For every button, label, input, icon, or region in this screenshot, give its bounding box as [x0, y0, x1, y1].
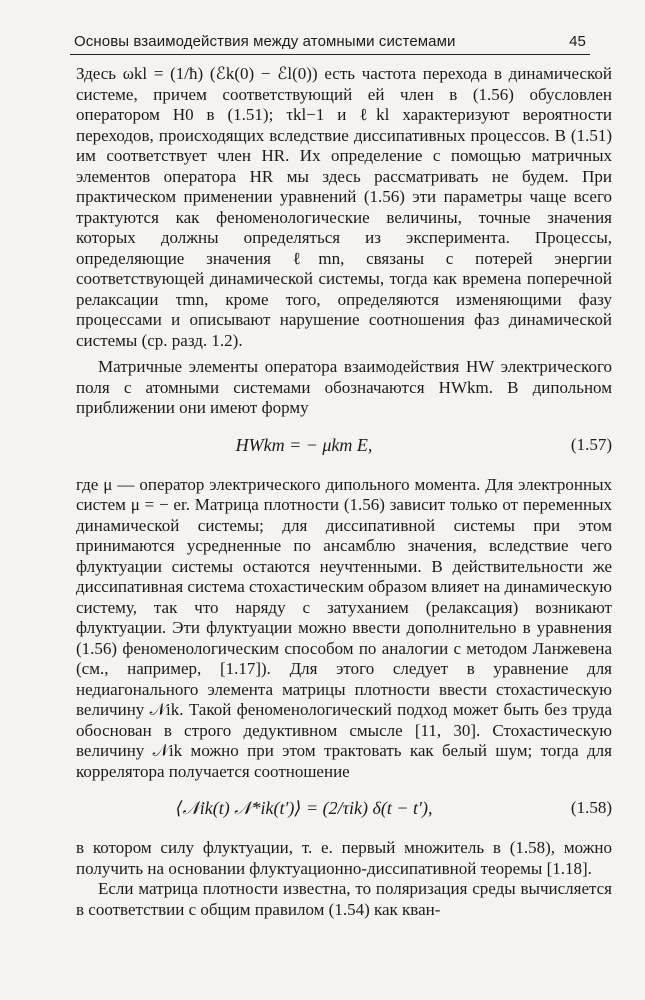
equation-formula: ⟨𝒩ik(t) 𝒩*ik(t′)⟩ = (2/τik) δ(t − t′), — [175, 798, 433, 818]
header-title: Основы взаимодействия между атомными системами — [74, 33, 456, 50]
equation-number: (1.58) — [570, 798, 612, 817]
paragraph-4: в котором силу флуктуации, т. е. первый множитель в (1.58), можно получить на основании флуктуационно-диссипативной теоремы [1.18]. — [76, 838, 612, 878]
page-number: 45 — [569, 33, 586, 50]
paragraph-3: где μ — оператор электрического дипольного момента. Для электронных систем μ = − er. Матрица плотности (1.56) зависит только от переменных динамической системы; для диссипативной системы при этом принимаются усредненные по ансамблю значения, вследствие чего флуктуации системы остаются неучтенными. В действительности же диссипативная система стохастическим образом влияет на динамическую систему, так что наряду с затуханием (релаксация) возникают флуктуации. Эти флуктуации можно ввести дополнительно в уравнения (1.56) феноменологическим способом по аналогии с методом Ланжевена (см., например, [1.17]). Для этого следует в уравнение для недиагонального элемента матрицы плотности ввести стохастическую величину 𝒩ik. Такой феноменологический подход может быть без труда обоснован в строго дедуктивном смысле [11, 30]. Стохастическую величину 𝒩ik можно при этом трактовать как белый шум; тогда для коррелятора получается соотношение — [76, 474, 612, 781]
equation-1-57 — [76, 425, 612, 471]
equation-1-58 — [76, 788, 612, 834]
paragraph-5: Если матрица плотности известна, то поляризация среды вычисляется в соответствии с общим правилом (1.54) как кван- — [76, 879, 612, 919]
page-body — [76, 64, 612, 920]
equation-number: (1.57) — [570, 434, 612, 454]
paragraph-2: Матричные элементы оператора взаимодействия HW электрического поля с атомными системами обозначаются HWkm. В дипольном приближении они имеют форму — [76, 357, 612, 417]
running-header — [70, 30, 590, 55]
paragraph-1: Здесь ωkl = (1/ħ) (ℰk(0) − ℰl(0)) есть частота перехода в динамической системе, причем соответствующий ей член в (1.56) обусловлен оператором H0 в (1.51); τkl−1 и ℓkl характеризуют вероятности переходов, происходящих вследствие диссипативных процессов. В (1.51) им соответствует член HR. Их определение с помощью матричных элементов оператора HR мы здесь рассматривать не будем. При практическом применении уравнений (1.56) эти параметры чаще всего трактуются как феноменологические величины, точные значения которых должны определяться из эксперимента. Процессы, определяющие значения ℓmn, связаны с потерей энергии соответствующей динамической системы, тогда как времена поперечной релаксации τmn, кроме того, определяются изменяющими фазу процессами и описывают нарушение соотношения фаз динамической системы (ср. разд. 1.2). — [76, 64, 612, 350]
equation-formula: HWkm = − μkm E, — [235, 434, 373, 455]
